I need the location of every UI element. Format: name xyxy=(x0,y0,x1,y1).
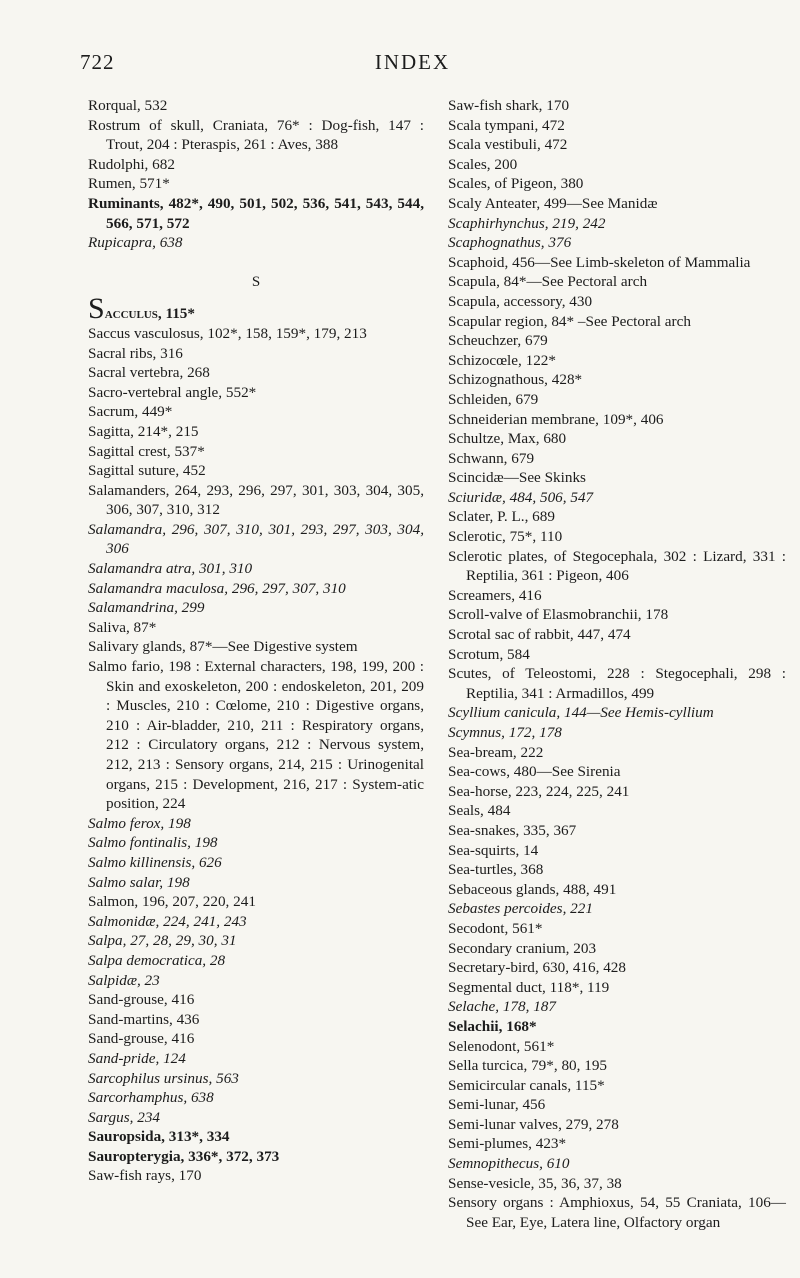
index-entry: Sciuridæ, 484, 506, 547 xyxy=(448,488,594,506)
index-entry-sacculus xyxy=(88,292,424,326)
index-entry: Ruminants, 482*, 490, 501, 502, 536, 541, 543, 544, 566, 571, 572 xyxy=(88,194,424,232)
page-title: INDEX xyxy=(374,50,451,74)
index-entry: Scaly Anteater, 499—See Manidæ xyxy=(448,194,658,212)
index-entry: Semnopithecus, 610 xyxy=(448,1155,570,1173)
index-entry: Sagitta, 214*, 215 xyxy=(88,422,199,440)
index-entry: Sagittal suture, 452 xyxy=(88,462,206,480)
index-entry: Sarcophilus ursinus, 563 xyxy=(88,1069,239,1087)
index-entry: Salmonidæ, 224, 241, 243 xyxy=(88,912,247,930)
index-entry: Semicircular canals, 115* xyxy=(448,1076,605,1094)
index-entry: Schneiderian membrane, 109*, 406 xyxy=(448,410,664,428)
index-entry: Sclerotic plates, of Stegocephala, 302 : Lizard, 331 : Reptilia, 361 : Pigeon, 406 xyxy=(448,547,786,585)
index-entry: Scales, of Pigeon, 380 xyxy=(448,175,584,193)
letter-section-heading: S xyxy=(251,273,261,290)
index-entry: Saliva, 87* xyxy=(88,618,157,636)
index-entry: Scala tympani, 472 xyxy=(448,116,565,134)
index-entry: Saccus vasculosus, 102*, 158, 159*, 179, 213 xyxy=(88,324,367,342)
index-entry: Schwann, 679 xyxy=(448,449,535,467)
index-entry: Salpa democratica, 28 xyxy=(88,951,226,969)
index-entry: Scutes, of Teleostomi, 228 : Stegocephali, 298 : Reptilia, 341 : Armadillos, 499 xyxy=(448,665,786,702)
index-entry: Salmo ferox, 198 xyxy=(88,814,191,832)
index-entry: Schizognathous, 428* xyxy=(448,371,583,389)
index-entry: Salmo fontinalis, 198 xyxy=(88,834,218,852)
index-entry: Sand-pride, 124 xyxy=(88,1049,186,1067)
index-entry: Schultze, Max, 680 xyxy=(448,430,567,448)
page-header xyxy=(80,50,745,80)
index-entry: Selache, 178, 187 xyxy=(448,998,556,1016)
index-entry: Sea-squirts, 14 xyxy=(448,841,539,859)
index-entry: Scapular region, 84* –See Pectoral arch xyxy=(448,312,691,330)
index-entry: Sargus, 234 xyxy=(88,1108,161,1126)
index-entry: Semi-lunar, 456 xyxy=(448,1096,546,1114)
index-entry: Rumen, 571* xyxy=(88,175,170,193)
index-entry: Salamandra maculosa, 296, 297, 307, 310 xyxy=(88,579,346,597)
index-entry: Sauropterygia, 336*, 372, 373 xyxy=(88,1147,280,1165)
index-entry: Schizocœle, 122* xyxy=(448,351,556,369)
index-entry: Segmental duct, 118*, 119 xyxy=(448,978,610,996)
index-entry: Sagittal crest, 537* xyxy=(88,442,205,460)
index-entry: Salamandra, 296, 307, 310, 301, 293, 297, 303, 304, 306 xyxy=(88,520,424,558)
index-entry: Scaphognathus, 376 xyxy=(448,234,572,252)
index-entry: Salamandra atra, 301, 310 xyxy=(88,560,253,578)
index-entry: Scala vestibuli, 472 xyxy=(448,136,568,154)
index-entry: Rupicapra, 638 xyxy=(88,234,183,252)
sacculus-text: acculus, 115* xyxy=(104,305,195,323)
page-number: 722 xyxy=(80,50,115,74)
index-entry: Sacro-vertebral angle, 552* xyxy=(88,383,257,401)
index-entry: Sarcorhamphus, 638 xyxy=(88,1089,214,1107)
index-entry: Sclerotic, 75*, 110 xyxy=(448,528,563,546)
index-entry: Sebastes percoides, 221 xyxy=(448,900,593,918)
index-entry: Salpidæ, 23 xyxy=(88,971,160,989)
index-column-right xyxy=(448,96,786,1232)
index-entry: Saw-fish shark, 170 xyxy=(448,97,570,114)
index-entry: Sella turcica, 79*, 80, 195 xyxy=(448,1057,608,1075)
index-column-left xyxy=(88,96,424,1186)
index-entry: Salamandrina, 299 xyxy=(88,599,205,617)
index-entry: Scymnus, 172, 178 xyxy=(448,724,562,741)
index-entry: Scincidæ—See Skinks xyxy=(448,469,586,487)
index-entry: Scales, 200 xyxy=(448,155,518,173)
index-entry: Semi-lunar valves, 279, 278 xyxy=(448,1115,619,1133)
index-entry: Sea-turtles, 368 xyxy=(448,861,544,879)
index-entry: Salmo killinensis, 626 xyxy=(88,853,222,871)
index-entry: Sclater, P. L., 689 xyxy=(448,508,555,526)
index-entry: Sea-snakes, 335, 367 xyxy=(448,821,577,839)
index-entry: Scrotal sac of rabbit, 447, 474 xyxy=(448,626,631,644)
index-entry: Rudolphi, 682 xyxy=(88,155,175,173)
drop-cap: S xyxy=(88,292,105,326)
index-entry: Sacral vertebra, 268 xyxy=(88,364,210,382)
index-entry: Scapula, accessory, 430 xyxy=(448,292,593,310)
index-entry: Sand-martins, 436 xyxy=(88,1010,200,1028)
index-entry: Sacral ribs, 316 xyxy=(88,344,183,362)
index-entry: Scrotum, 584 xyxy=(448,645,530,663)
index-entry: Rostrum of skull, Craniata, 76* : Dog-fish, 147 : Trout, 204 : Pteraspis, 261 : Aves, 388 xyxy=(88,116,424,154)
index-entry: Selenodont, 561* xyxy=(448,1037,555,1055)
index-entry: Salamanders, 264, 293, 296, 297, 301, 303, 304, 305, 306, 307, 310, 312 xyxy=(88,481,424,519)
index-entry: Sacrum, 449* xyxy=(88,403,173,421)
index-entry: Scaphirhynchus, 219, 242 xyxy=(448,214,606,232)
index-entry: Saw-fish rays, 170 xyxy=(88,1167,202,1185)
index-entry: Secretary-bird, 630, 416, 428 xyxy=(448,959,626,977)
index-entry: Selachii, 168* xyxy=(448,1017,537,1035)
index-entry: Sea-horse, 223, 224, 225, 241 xyxy=(448,782,630,800)
index-entry: Screamers, 416 xyxy=(448,586,542,604)
index-entry: Secodont, 561* xyxy=(448,919,543,937)
index-entry: Salpa, 27, 28, 29, 30, 31 xyxy=(88,932,237,950)
index-entry: Secondary cranium, 203 xyxy=(448,939,597,957)
index-entry: Sauropsida, 313*, 334 xyxy=(88,1128,230,1146)
index-entry: Semi-plumes, 423* xyxy=(448,1135,567,1153)
index-entry: Salivary glands, 87*—See Digestive system xyxy=(88,638,358,656)
index-entry: Sebaceous glands, 488, 491 xyxy=(448,880,617,898)
index-entry: Sand-grouse, 416 xyxy=(88,991,195,1009)
index-entry: Salmo fario, 198 : External characters, 198, 199, 200 : Skin and exoskeleton, 200 : endoskeleton, 201, 209 : Muscles, 210 : Cœlome, 210 : Digestive organs, 210 : Air-bladder, 210, 211 : Respiratory organs, 212 : Circulatory organs, 212 : Nervous system, 212, 213 : Sensory organs, 214, 215 : Urinogenital organs, 215 : Development, 216, 217 : System-atic position, 224 xyxy=(88,658,424,813)
index-entry: Scaphoid, 456—See Limb-skeleton of Mammalia xyxy=(448,253,751,271)
index-entry: Scapula, 84*—See Pectoral arch xyxy=(448,273,648,291)
index-entry: Scheuchzer, 679 xyxy=(448,332,548,350)
index-entry: Rorqual, 532 xyxy=(88,97,168,114)
index-entry: Sense-vesicle, 35, 36, 37, 38 xyxy=(448,1174,622,1192)
index-entry: Scroll-valve of Elasmobranchii, 178 xyxy=(448,606,669,624)
index-entry: Scyllium canicula, 144—See Hemis-cyllium xyxy=(448,704,714,722)
index-entry: Sensory organs : Amphioxus, 54, 55 Craniata, 106—See Ear, Eye, Latera line, Olfactory organ xyxy=(448,1194,786,1231)
index-entry: Sand-grouse, 416 xyxy=(88,1030,195,1048)
index-entry: Seals, 484 xyxy=(448,802,511,820)
index-entry: Salmon, 196, 207, 220, 241 xyxy=(88,893,256,911)
index-entry: Sea-cows, 480—See Sirenia xyxy=(448,763,621,781)
index-entry: Schleiden, 679 xyxy=(448,390,539,408)
index-entry: Salmo salar, 198 xyxy=(88,873,190,891)
index-entry: Sea-bream, 222 xyxy=(448,743,544,761)
